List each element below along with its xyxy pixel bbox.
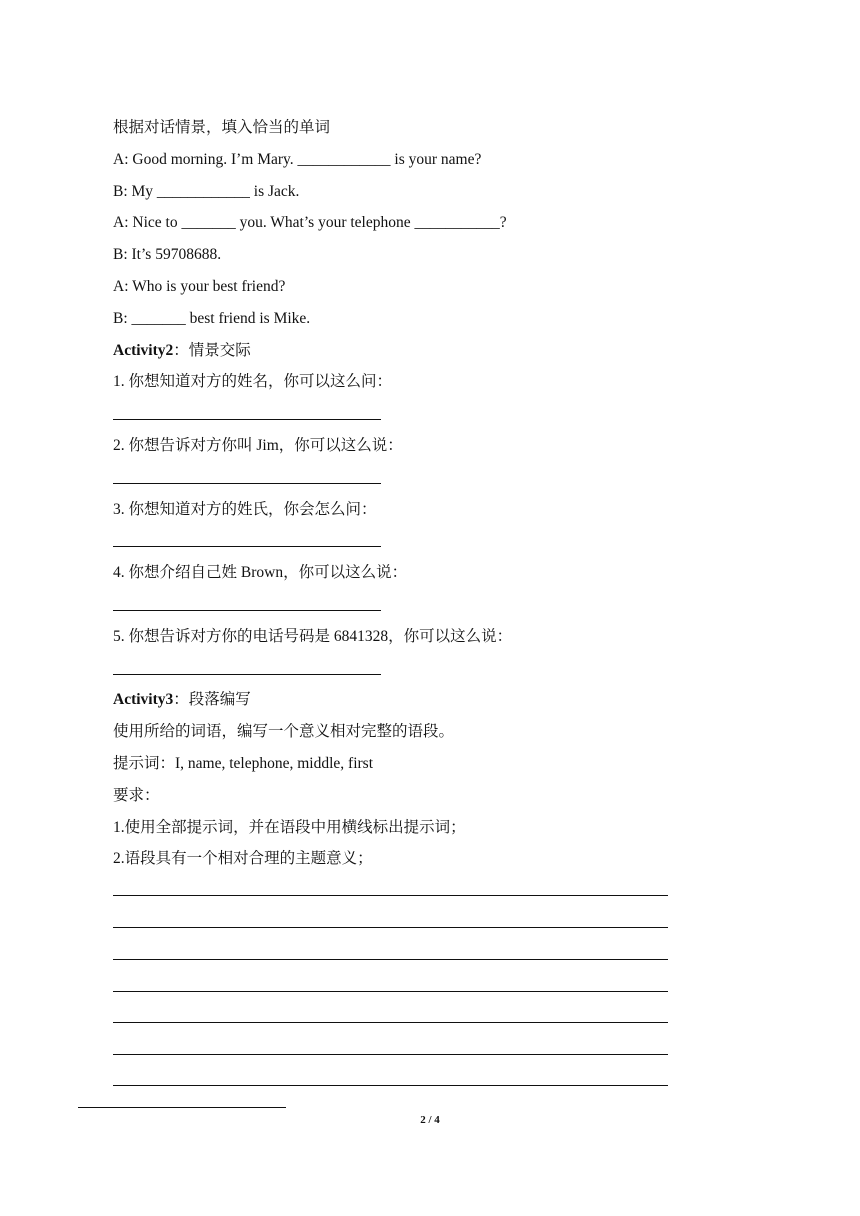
requirement-item: 2.语段具有一个相对合理的主题意义； xyxy=(113,850,373,868)
writing-line xyxy=(113,991,668,992)
activity2-questions xyxy=(113,366,733,684)
page-number: 2 / 4 xyxy=(420,1114,440,1126)
answer-blank[interactable] xyxy=(113,653,733,685)
answer-blank[interactable] xyxy=(113,589,733,621)
answer-blank[interactable] xyxy=(113,398,733,430)
writing-line xyxy=(113,927,668,928)
question-item: 3. 你想知道对方的姓氏，你会怎么问： xyxy=(113,500,377,518)
activity2-heading-title: ：情景交际 xyxy=(173,341,251,359)
writing-line xyxy=(113,959,668,960)
footnote-separator xyxy=(78,1107,286,1108)
dialogue-line: B: _______ best friend is Mike. xyxy=(113,309,311,327)
answer-blank[interactable] xyxy=(113,525,733,557)
dialogue-line: A: Nice to _______ you. What’s your telephone ___________? xyxy=(113,214,507,232)
dialogue-line: A: Who is your best friend? xyxy=(113,277,286,295)
question-item: 1. 你想知道对方的姓名，你可以这么问： xyxy=(113,373,393,391)
requirements-label: 要求： xyxy=(113,786,160,804)
activity1-instruction: 根据对话情景，填入恰当的单词 xyxy=(113,119,331,136)
writing-line xyxy=(113,1022,668,1023)
paragraph-writing-area[interactable] xyxy=(113,875,733,1099)
question-item: 2. 你想告诉对方你叫 Jim，你可以这么说： xyxy=(113,436,403,454)
dialogue xyxy=(113,144,733,335)
dialogue-line: B: My ____________ is Jack. xyxy=(113,182,300,200)
activity3-heading-label: Activity3 xyxy=(113,691,174,709)
answer-blank[interactable] xyxy=(113,462,733,494)
writing-line xyxy=(113,1085,668,1086)
worksheet-page xyxy=(113,112,733,1099)
activity2-heading-label: Activity2 xyxy=(113,341,174,359)
dialogue-line: B: It’s 59708688. xyxy=(113,246,222,264)
activity3-heading xyxy=(113,684,733,716)
question-item: 5. 你想告诉对方你的电话号码是 6841328，你可以这么说： xyxy=(113,627,513,645)
activity3-heading-title: ：段落编写 xyxy=(173,691,251,709)
hint-words: 提示词：I, name, telephone, middle, first xyxy=(113,754,373,772)
question-item: 4. 你想介绍自己姓 Brown，你可以这么说： xyxy=(113,564,408,582)
writing-line xyxy=(113,1054,668,1055)
requirement-item: 1.使用全部提示词，并在语段中用横线标出提示词； xyxy=(113,818,466,836)
activity2-heading xyxy=(113,335,733,367)
dialogue-line: A: Good morning. I’m Mary. ____________ is your name? xyxy=(113,150,482,168)
writing-line xyxy=(113,895,668,896)
activity3-instruction: 使用所给的词语，编写一个意义相对完整的语段。 xyxy=(113,723,455,741)
